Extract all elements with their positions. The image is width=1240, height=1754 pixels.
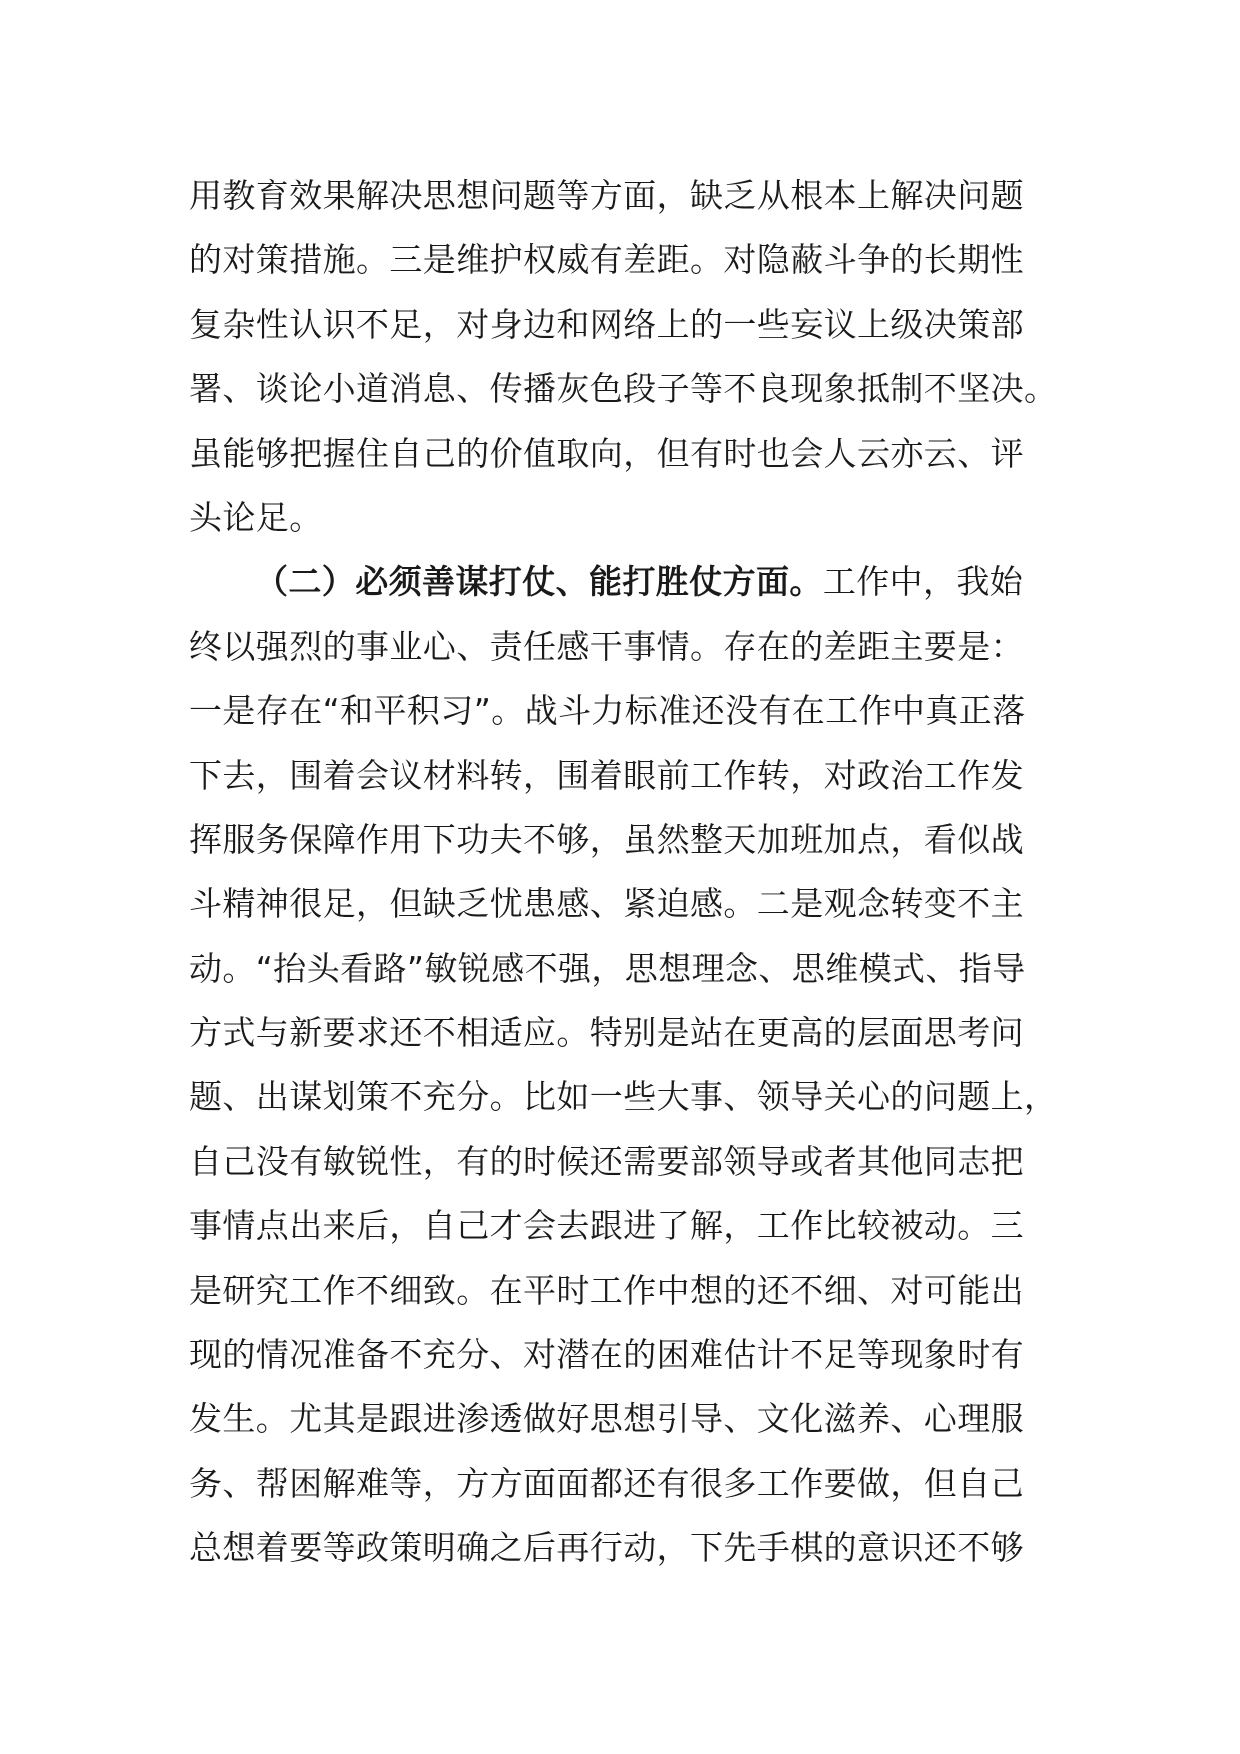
text-line: 终以强烈的事业心、责任感干事情。存在的差距主要是：: [189, 626, 1024, 666]
text-line: 务、帮困解难等，方方面面都还有很多工作要做，但自己: [189, 1463, 1024, 1503]
text-line: [189, 550, 1069, 614]
text-line: 是研究工作不细致。在平时工作中想的还不细、对可能出: [189, 1270, 1024, 1310]
text-span: 工作中，我始: [822, 562, 1024, 602]
paragraph-1: [189, 164, 1069, 550]
document-body: [189, 164, 1069, 1581]
text-line: 的对策措施。三是维护权威有差距。对隐蔽斗争的长期性: [189, 240, 1024, 280]
text-line: 斗精神很足，但缺乏忧患感、紧迫感。二是观念转变不主: [189, 884, 1024, 924]
text-line: 总想着要等政策明确之后再行动，下先手棋的意识还不够: [189, 1528, 1024, 1568]
text-line: 动。“抬头看路”敏锐感不强，思想理念、思维模式、指导: [189, 948, 1026, 988]
text-line: 头论足。: [189, 497, 323, 537]
paragraph-2: [189, 550, 1069, 1580]
text-line: 方式与新要求还不相适应。特别是站在更高的层面思考问: [189, 1013, 1024, 1053]
text-line: 复杂性认识不足，对身边和网络上的一些妄议上级决策部: [189, 304, 1024, 344]
text-line: 虽能够把握住自己的价值取向，但有时也会人云亦云、评: [189, 433, 1024, 473]
text-line: 事情点出来后，自己才会去跟进了解，工作比较被动。三: [189, 1206, 1024, 1246]
text-line: 一是存在“和平积习”。战斗力标准还没有在工作中真正落: [189, 691, 1026, 731]
text-line: 题、出谋划策不充分。比如一些大事、领导关心的问题上，: [189, 1077, 1058, 1117]
text-line: 挥服务保障作用下功夫不够，虽然整天加班加点，看似战: [189, 819, 1024, 859]
section-heading: （二）必须善谋打仗、能打胜仗方面。: [255, 562, 823, 602]
text-line: 用教育效果解决思想问题等方面，缺乏从根本上解决问题: [189, 176, 1024, 215]
text-line: 署、谈论小道消息、传播灰色段子等不良现象抵制不坚决。: [189, 369, 1058, 409]
text-line: 下去，围着会议材料转，围着眼前工作转，对政治工作发: [189, 755, 1024, 795]
text-line: 自己没有敏锐性，有的时候还需要部领导或者其他同志把: [189, 1141, 1024, 1181]
text-line: 现的情况准备不充分、对潜在的困难估计不足等现象时有: [189, 1335, 1024, 1375]
text-line: 发生。尤其是跟进渗透做好思想引导、文化滋养、心理服: [189, 1399, 1024, 1439]
